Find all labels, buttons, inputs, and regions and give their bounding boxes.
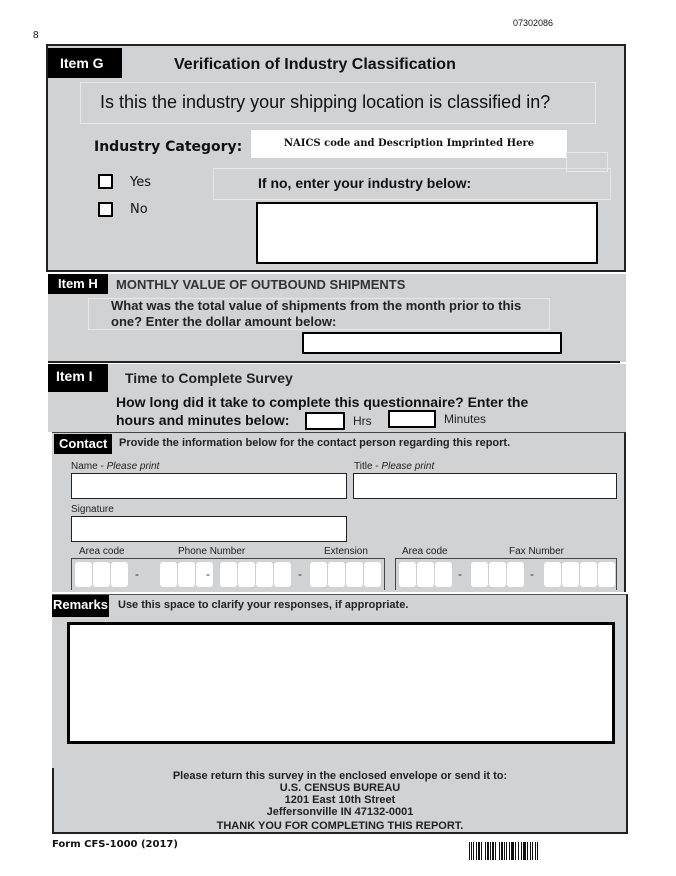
if-no-label: If no, enter your industry below: (258, 175, 472, 191)
digit-box[interactable] (220, 562, 237, 587)
return-instructions: Please return this survey in the enclosed envelope or send it to: (172, 770, 508, 782)
title-label (354, 461, 434, 472)
digit-box[interactable] (111, 562, 128, 587)
naics-code-field: NAICS code and Description Imprinted Here (251, 130, 567, 158)
section-divider (48, 361, 620, 363)
separator-dash: - (530, 567, 534, 581)
separator-dash: - (206, 567, 210, 581)
digit-box[interactable] (346, 562, 363, 587)
area-code-label: Area code (79, 546, 125, 557)
thank-you-message: THANK YOU FOR COMPLETING THIS REPORT. (216, 820, 464, 832)
fax-line-input[interactable] (544, 562, 616, 587)
digit-box[interactable] (580, 562, 597, 587)
digit-box[interactable] (507, 562, 524, 587)
remarks-section (52, 594, 628, 770)
digit-box[interactable] (328, 562, 345, 587)
minutes-input[interactable] (388, 410, 436, 428)
shipment-value-input[interactable] (302, 332, 562, 354)
remarks-instructions: Use this space to clarify your responses, if appropriate. (118, 599, 409, 611)
contact-tag: Contact (54, 434, 112, 454)
digit-box[interactable] (417, 562, 434, 587)
item-g-tag: Item G (48, 48, 122, 78)
item-g-question: Is this the industry your shipping location is classified in? (100, 92, 551, 112)
contact-instructions: Provide the information below for the contact person regarding this report. (119, 437, 511, 449)
digit-box[interactable] (364, 562, 381, 587)
item-i-section (48, 364, 626, 432)
separator-dash: - (135, 567, 139, 581)
digit-box[interactable] (178, 562, 195, 587)
city-address: Jeffersonville IN 47132-0001 (266, 806, 414, 818)
street-address: 1201 East 10th Street (284, 794, 396, 806)
item-h-section (48, 274, 626, 362)
hours-input[interactable] (305, 412, 345, 430)
name-label-text: Name - (71, 461, 107, 472)
extension-label: Extension (324, 546, 368, 557)
item-i-question-line2: hours and minutes below: (116, 412, 290, 428)
name-hint: Please print (106, 461, 160, 472)
signature-label: Signature (71, 504, 114, 515)
industry-input[interactable] (256, 202, 598, 264)
title-input[interactable] (353, 473, 617, 499)
phone-extension-input[interactable] (310, 562, 382, 587)
digit-box[interactable] (435, 562, 452, 587)
name-input[interactable] (71, 473, 347, 499)
yes-checkbox[interactable] (98, 174, 113, 189)
form-id: 07302086 (513, 18, 554, 28)
name-label (71, 461, 159, 472)
contact-section (52, 432, 626, 592)
digit-box[interactable] (310, 562, 327, 587)
phone-number-label: Phone Number (178, 546, 246, 557)
fax-number-field (395, 558, 617, 590)
fax-area-code-label: Area code (402, 546, 448, 557)
phone-number-field (71, 558, 385, 590)
barcode (469, 842, 538, 860)
minutes-label: Minutes (444, 412, 487, 426)
industry-category-label: Industry Category: (94, 139, 243, 155)
title-label-text: Title - (354, 461, 382, 472)
hours-label: Hrs (353, 414, 372, 428)
page-number: 8 (33, 30, 39, 41)
phone-area-code-input[interactable] (75, 562, 129, 587)
fax-number-label: Fax Number (509, 546, 565, 557)
phone-line-input[interactable] (220, 562, 292, 587)
form-number: Form CFS-1000 (2017) (52, 839, 178, 850)
digit-box[interactable] (544, 562, 561, 587)
no-checkbox[interactable] (98, 202, 113, 217)
separator-dash: - (298, 567, 302, 581)
digit-box[interactable] (93, 562, 110, 587)
return-address-section (52, 768, 628, 834)
item-i-tag: Item I (48, 364, 108, 392)
title-hint: Please print (381, 461, 435, 472)
item-g-title: Verification of Industry Classification (174, 56, 456, 73)
item-g-section (46, 44, 626, 272)
item-h-tag: Item H (48, 274, 108, 294)
agency-name: U.S. CENSUS BUREAU (279, 782, 401, 794)
digit-box[interactable] (196, 562, 213, 587)
item-h-title: MONTHLY VALUE OF OUTBOUND SHIPMENTS (116, 277, 406, 292)
item-h-question: What was the total value of shipments from the month prior to this one? Enter the dollar amount below: (111, 298, 522, 329)
item-i-question-line1: How long did it take to complete this questionnaire? Enter the (116, 394, 529, 410)
fax-prefix-input[interactable] (471, 562, 525, 587)
digit-box[interactable] (256, 562, 273, 587)
barcode-bar (537, 842, 538, 860)
digit-box[interactable] (160, 562, 177, 587)
digit-box[interactable] (598, 562, 615, 587)
yes-label: Yes (130, 175, 151, 190)
digit-box[interactable] (471, 562, 488, 587)
digit-box[interactable] (562, 562, 579, 587)
digit-box[interactable] (75, 562, 92, 587)
digit-box[interactable] (274, 562, 291, 587)
no-label: No (130, 202, 148, 217)
fax-area-code-input[interactable] (399, 562, 453, 587)
signature-input[interactable] (71, 516, 347, 542)
remarks-tag: Remarks (52, 595, 109, 617)
digit-box[interactable] (489, 562, 506, 587)
remarks-input[interactable] (67, 622, 615, 744)
item-i-title: Time to Complete Survey (125, 370, 293, 386)
digit-box[interactable] (399, 562, 416, 587)
separator-dash: - (458, 567, 462, 581)
digit-box[interactable] (238, 562, 255, 587)
